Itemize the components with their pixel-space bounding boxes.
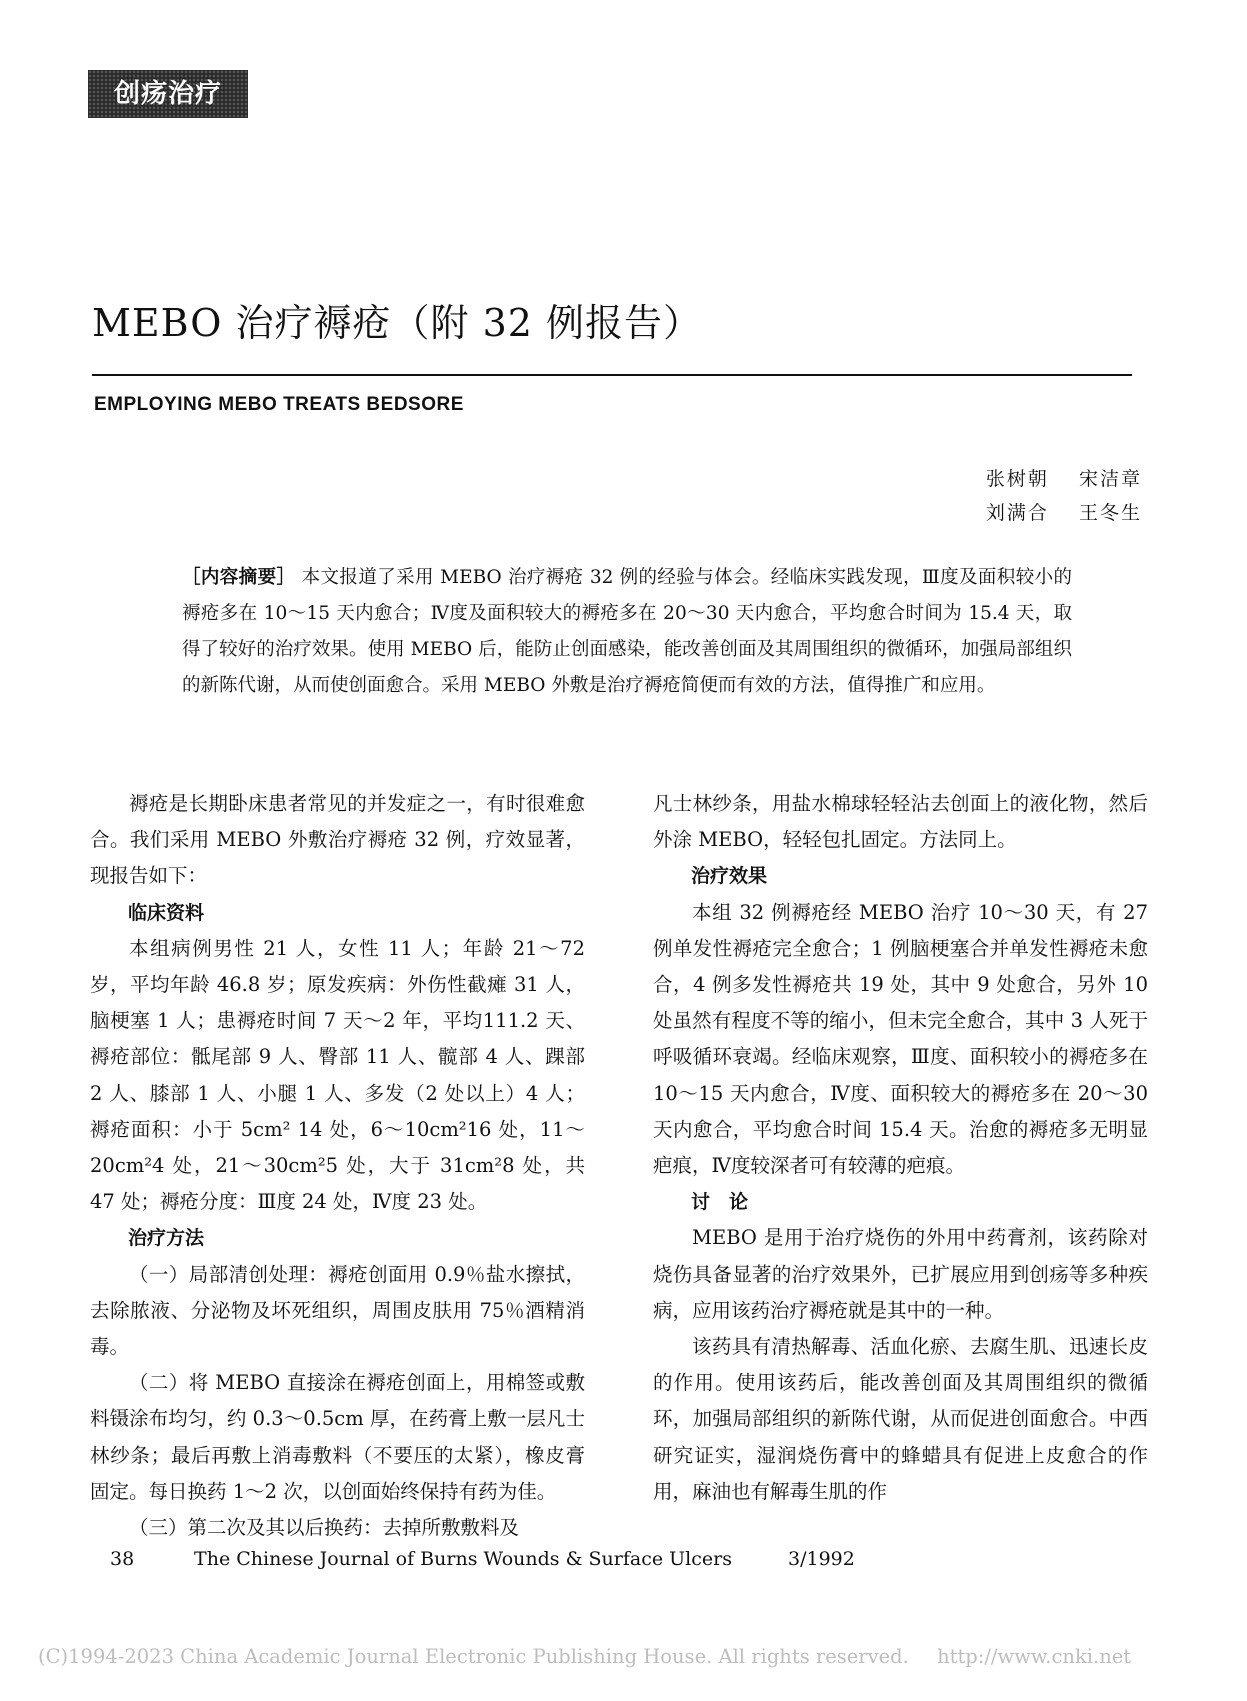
copyright-notice	[38, 1645, 1131, 1668]
author-name: 王冬生	[1078, 502, 1142, 524]
page-number: 38	[110, 1548, 135, 1570]
method-step-3-continued: 凡士林纱条，用盐水棉球轻轻沾去创面上的液化物，然后外涂 MEBO，轻轻包扎固定。方法同上。	[653, 792, 1148, 852]
author-list	[964, 462, 1142, 530]
abstract	[182, 560, 1072, 704]
author-name: 宋洁章	[1078, 468, 1142, 490]
author-row	[964, 496, 1142, 530]
copyright-text: (C)1994-2023 China Academic Journal Electronic Publishing House. All rights reserved.	[38, 1645, 909, 1668]
issue-number: 3/1992	[788, 1548, 855, 1570]
heading-treatment-effect: 治疗效果	[691, 865, 768, 888]
discussion-paragraph-2: 该药具有清热解毒、活血化瘀、去腐生肌、迅速长皮的作用。使用该药后，能改善创面及其周围组织的微循环，加强局部组织的新陈代谢，从而促进创面愈合。中西研究证实，湿润烧伤膏中的蜂蜡具有促进上皮愈合的作用，麻油也有解毒生肌的作	[653, 1335, 1148, 1503]
page-footer	[110, 1548, 855, 1570]
author-name: 张树朝	[985, 468, 1049, 490]
heading-clinical-data: 临床资料	[128, 901, 205, 924]
title-divider	[92, 374, 1132, 376]
section-tag: 创疡治疗	[88, 70, 248, 118]
intro-paragraph: 褥疮是长期卧床患者常见的并发症之一，有时很难愈合。我们采用 MEBO 外敷治疗褥疮 32 例，疗效显著，现报告如下：	[90, 792, 585, 888]
author-name: 刘满合	[985, 502, 1049, 524]
heading-treatment-method: 治疗方法	[128, 1227, 205, 1250]
abstract-text: 本文报道了采用 MEBO 治疗褥疮 32 例的经验与体会。经临床实践发现，Ⅲ度及面积较小的褥疮多在 10～15 天内愈合；Ⅳ度及面积较大的褥疮多在 20～30 天内愈合，平均愈合时间为 15.4 天，取得了较好的治疗效果。使用 MEBO 后，能防止创面感染，能改善创面及其周围组织的微循环，加强局部组织的新陈代谢，从而使创面愈合。采用 MEBO 外敷是治疗褥疮简便而有效的方法，值得推广和应用。	[182, 567, 1072, 696]
copyright-url[interactable]: http://www.cnki.net	[937, 1645, 1132, 1668]
effect-paragraph: 本组 32 例褥疮经 MEBO 治疗 10～30 天，有 27 例单发性褥疮完全愈合；1 例脑梗塞合并单发性褥疮未愈合，4 例多发性褥疮共 19 处，其中 9 处愈合，另外 10 处虽然有程度不等的缩小，但未完全愈合，其中 3 人死于呼吸循环衰竭。经临床观察，Ⅲ度、面积较小的褥疮多在 10～15 天内愈合，Ⅳ度、面积较大的褥疮多在 20～30 天内愈合，平均愈合时间 15.4 天。治愈的褥疮多无明显疤痕，Ⅳ度较深者可有较薄的疤痕。	[653, 900, 1148, 1178]
english-title: EMPLOYING MEBO TREATS BEDSORE	[94, 394, 464, 415]
method-step-3: （三）第二次及其以后换药：去掉所敷敷料及	[129, 1516, 520, 1540]
article-title: MEBO 治疗褥疮（附 32 例报告）	[92, 301, 703, 345]
method-step-2: （二）将 MEBO 直接涂在褥疮创面上，用棉签或敷料镊涂布均匀，约 0.3～0.5cm 厚，在药膏上敷一层凡士林纱条；最后再敷上消毒敷料（不要压的太紧），橡皮膏固定。每日换药 1～2 次，以创面始终保持有药为佳。	[90, 1371, 585, 1503]
discussion-paragraph-1: MEBO 是用于治疗烧伤的外用中药膏剂，该药除对烧伤具备显著的治疗效果外，已扩展应用到创疡等多种疾病，应用该药治疗褥疮就是其中的一种。	[653, 1226, 1148, 1322]
right-column	[653, 786, 1148, 1510]
clinical-paragraph: 本组病例男性 21 人，女性 11 人；年龄 21～72 岁，平均年龄 46.8 岁；原发疾病：外伤性截瘫 31 人，脑梗塞 1 人；患褥疮时间 7 天～2 年，平均111.2 天、褥疮部位：骶尾部 9 人、臀部 11 人、髋部 4 人、踝部 2 人、膝部 1 人、小腿 1 人、多发（2 处以上）4 人；褥疮面积：小于 5cm² 14 处，6～10cm²16 处，11～20cm²4 处，21～30cm²5 处，大于 31cm²8 处，共 47 处；褥疮分度：Ⅲ度 24 处，Ⅳ度 23 处。	[90, 936, 585, 1214]
left-column	[90, 786, 585, 1546]
journal-name: The Chinese Journal of Burns Wounds & Surface Ulcers	[194, 1548, 732, 1570]
abstract-label: ［内容摘要］	[182, 567, 296, 588]
heading-discussion: 讨 论	[691, 1191, 749, 1214]
author-row	[964, 462, 1142, 496]
method-step-1: （一）局部清创处理：褥疮创面用 0.9％盐水擦拭，去除脓液、分泌物及坏死组织，周围皮肤用 75％酒精消毒。	[90, 1262, 585, 1359]
